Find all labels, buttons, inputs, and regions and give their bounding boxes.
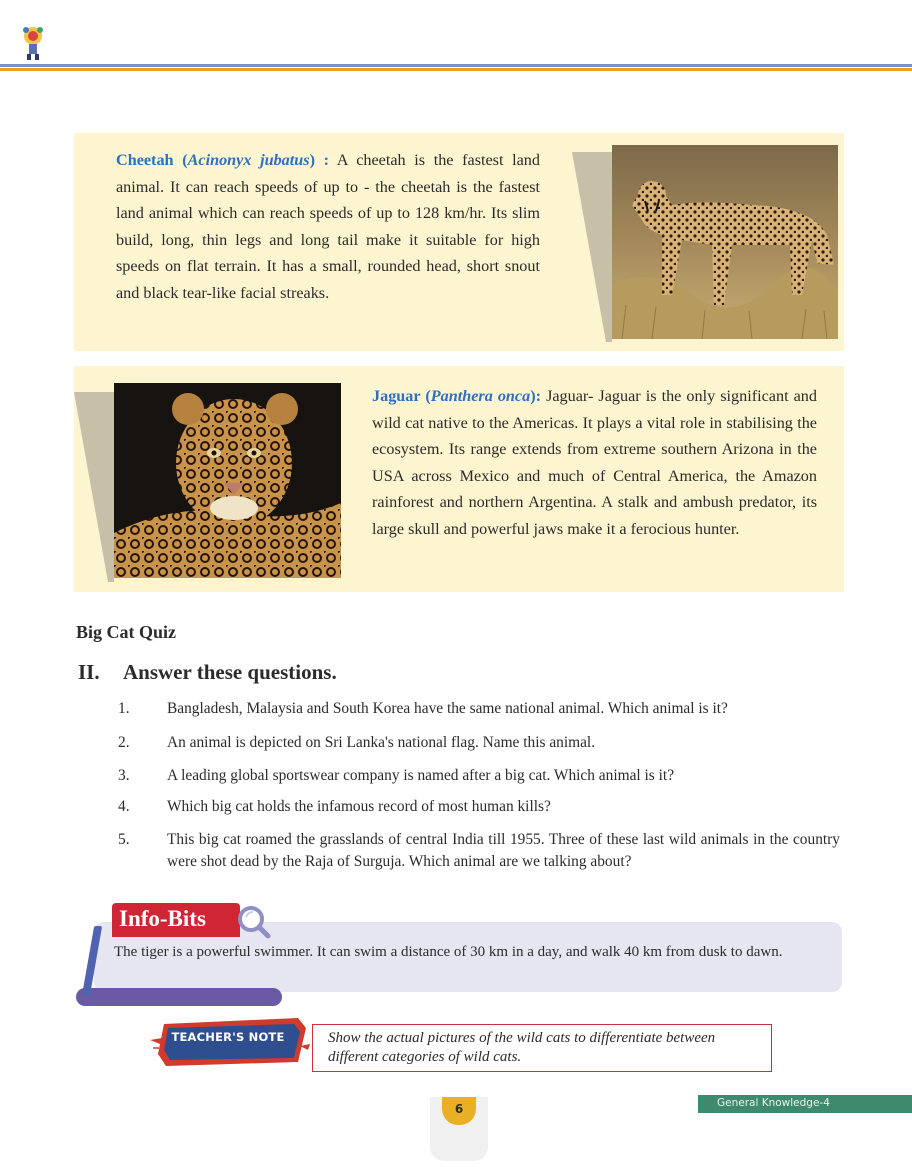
magnifier-icon bbox=[236, 903, 272, 939]
jaguar-paragraph bbox=[372, 383, 817, 542]
page-number: 6 bbox=[454, 1102, 464, 1116]
question-number: 1. bbox=[118, 700, 130, 717]
jaguar-photo-shadow bbox=[74, 392, 114, 582]
question-number: 3. bbox=[118, 767, 130, 784]
section-number: II. bbox=[78, 660, 100, 684]
cheetah-description: A cheetah is the fastest land animal. It can reach speeds of up to - the cheetah is the fastest land animal which can reach speeds of up to 128 km/hr. Its slim build, long, thin legs and long tail make it suitable for high speeds on flat terrain. It has a small, rounded head, short snout and black tear-like facial streaks. bbox=[116, 151, 540, 302]
question-number: 4. bbox=[118, 798, 130, 815]
cheetah-photo-shadow bbox=[572, 152, 612, 342]
book-title: General Knowledge-4 bbox=[717, 1097, 830, 1109]
mascot-logo-icon bbox=[18, 22, 48, 62]
quiz-title: Big Cat Quiz bbox=[76, 622, 177, 642]
section-heading bbox=[78, 660, 337, 685]
info-bits-label: Info-Bits bbox=[119, 906, 206, 931]
info-bits-text: The tiger is a powerful swimmer. It can swim a distance of 30 km in a day, and walk 40 km from dusk to dawn. bbox=[114, 944, 783, 960]
cheetah-heading: Cheetah (Acinonyx jubatus) : bbox=[116, 151, 330, 169]
jaguar-photo bbox=[114, 383, 341, 578]
question-number: 2. bbox=[118, 734, 130, 751]
question-number: 5. bbox=[118, 831, 130, 848]
question-text: A leading global sportswear company is named after a big cat. Which animal is it? bbox=[167, 767, 675, 784]
jaguar-heading: Jaguar (Panthera onca): bbox=[372, 387, 541, 405]
cheetah-paragraph bbox=[116, 147, 540, 306]
header-rule bbox=[0, 64, 912, 72]
question-text: Which big cat holds the infamous record of most human kills? bbox=[167, 798, 551, 815]
cheetah-photo bbox=[612, 145, 838, 339]
jaguar-description: Jaguar- Jaguar is the only significant and wild cat native to the Americas. It plays a vital role in stabilising the ecosystem. Its range extends from extreme southern Arizona in the USA across Mexico and much of Central America, the Amazon rainforest and northern Argentina. A stalk and ambush predator, its large skull and powerful jaws make it a ferocious hunter. bbox=[372, 387, 817, 538]
teachers-note-text: Show the actual pictures of the wild cats to differentiate between different categories of wild cats. bbox=[328, 1030, 716, 1065]
section-heading-text: Answer these questions. bbox=[123, 660, 337, 684]
info-bits-underbar bbox=[76, 988, 282, 1006]
teachers-note-label: TEACHER'S NOTE bbox=[171, 1030, 285, 1044]
question-text: An animal is depicted on Sri Lanka's national flag. Name this animal. bbox=[167, 734, 596, 751]
question-text: Bangladesh, Malaysia and South Korea have the same national animal. Which animal is it? bbox=[167, 700, 728, 717]
question-text: This big cat roamed the grasslands of central India till 1955. Three of these last wild animals in the country were shot dead by the Raja of Surguja. Which animal are we talking about? bbox=[167, 831, 840, 870]
